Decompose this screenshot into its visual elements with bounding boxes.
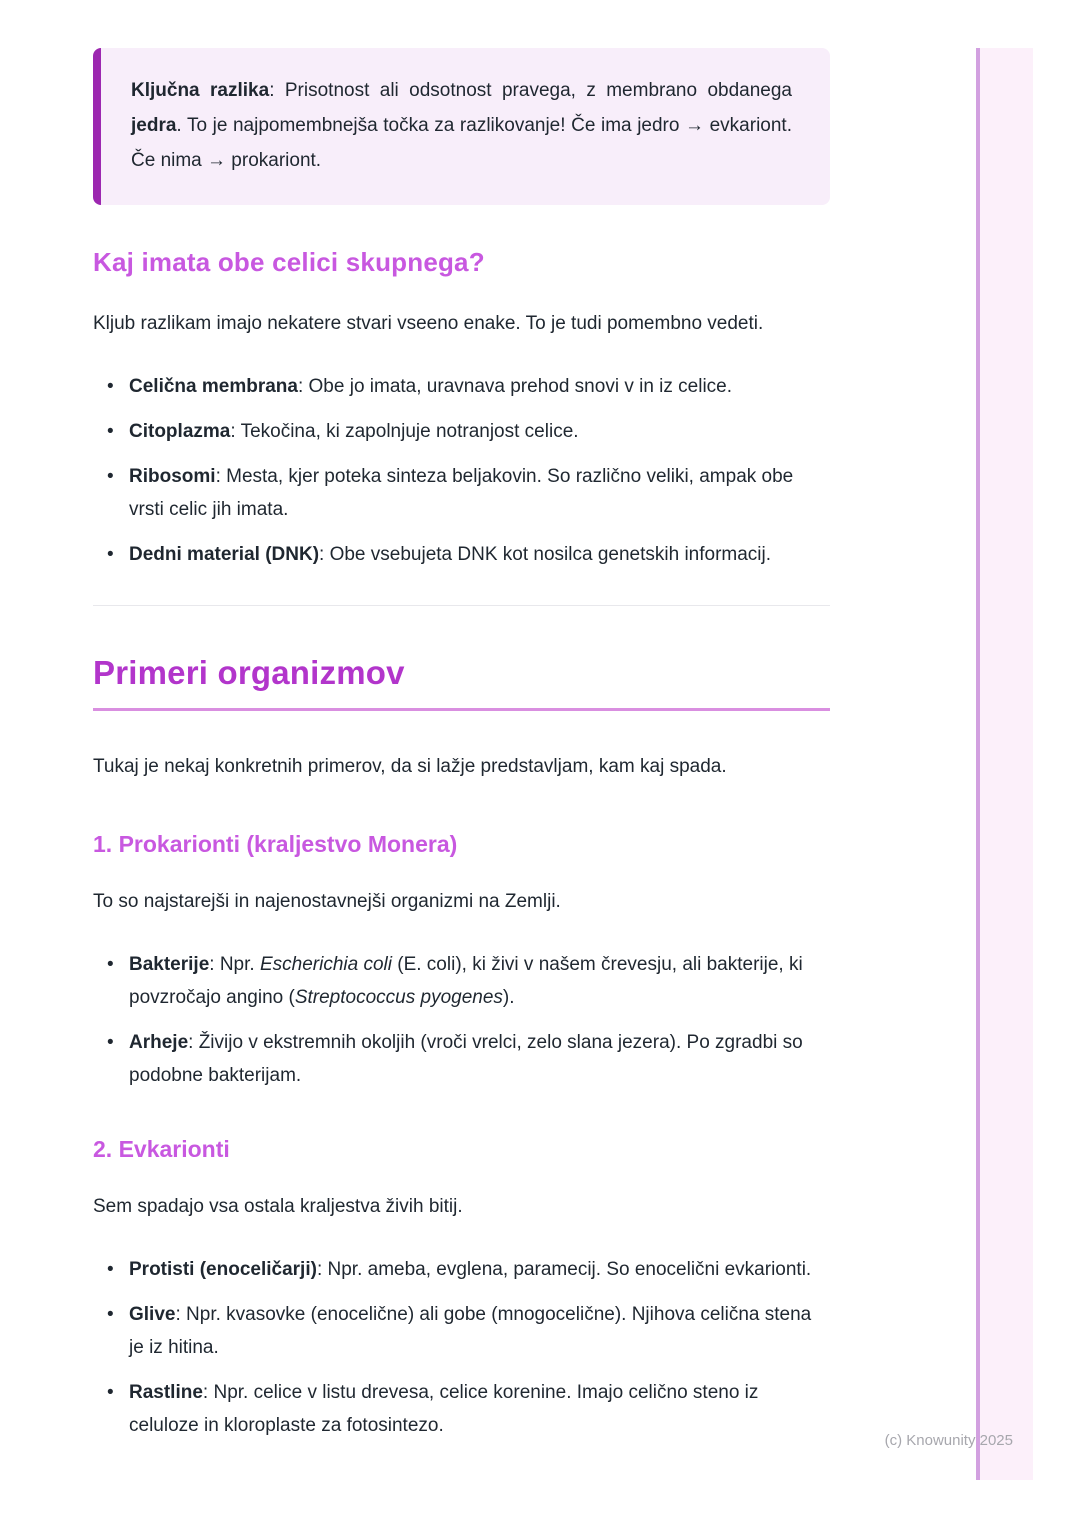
list-item-term: Dedni material (DNK) — [129, 543, 320, 565]
list-item-desc: : Npr. — [209, 953, 260, 975]
list-item-term: Celična membrana — [129, 375, 298, 397]
species-name-italic: Escherichia coli — [259, 953, 392, 975]
list-item-desc: : Obe vsebujeta DNK kot nosilca genetskih informacij. — [319, 543, 772, 565]
callout-text: jedra — [131, 114, 177, 136]
list-item-desc: : Npr. kvasovke (enocelične) ali gobe (mnogocelične). Njihova celična stena je iz hitina. — [129, 1303, 812, 1358]
list-item-term: Ribosomi — [129, 465, 216, 487]
list-item-term: Glive — [129, 1303, 176, 1325]
prokaryotes-intro: To so najstarejši in najenostavnejši organizmi na Zemlji. — [93, 890, 561, 912]
eukaryotes-list — [107, 1253, 830, 1442]
list-item-desc: : Tekočina, ki zapolnjuje notranjost celice. — [230, 420, 579, 442]
copyright-watermark: (c) Knowunity 2025 — [884, 1432, 1013, 1449]
section-common-intro: Kljub razlikam imajo nekatere stvari vseeno enake. To je tudi pomembno vedeti. — [93, 312, 764, 334]
species-name-italic: Streptococcus pyogenes — [294, 986, 503, 1008]
section-divider — [93, 605, 830, 606]
list-item — [107, 538, 830, 571]
list-item-term: Bakterije — [129, 953, 210, 975]
list-item-desc: : Mesta, kjer poteka sinteza beljakovin. So različno veliki, ampak obe vrsti celic jih imata. — [129, 465, 794, 520]
list-item — [107, 370, 830, 403]
common-features-list — [107, 370, 830, 571]
list-item-term: Citoplazma — [129, 420, 231, 442]
list-item — [107, 1026, 830, 1092]
list-item — [107, 1376, 830, 1442]
examples-intro: Tukaj je nekaj konkretnih primerov, da si lažje predstavljam, kam kaj spada. — [93, 755, 727, 777]
page-edge-decoration-bar — [976, 48, 1033, 1480]
eukaryotes-intro: Sem spadajo vsa ostala kraljestva živih bitij. — [93, 1195, 463, 1217]
list-item — [107, 948, 830, 1014]
list-item — [107, 1298, 830, 1364]
page-title-examples: Primeri organizmov — [93, 654, 830, 711]
list-item-term: Rastline — [129, 1381, 203, 1403]
list-item-desc: : Npr. celice v listu drevesa, celice korenine. Imajo celično steno iz celuloze in kloroplaste za fotosintezo. — [129, 1381, 759, 1437]
key-difference-callout — [93, 48, 830, 205]
list-item-desc: (E. coli), ki živi v našem črevesju, ali bakterije, ki povzročajo angino ( — [129, 953, 803, 1008]
list-item-term: Protisti (enoceličarji) — [129, 1258, 317, 1280]
callout-text: . To je najpomembnejša točka za razlikovanje! Če ima jedro → evkariont. Če nima → prokariont. — [131, 114, 792, 171]
list-item — [107, 460, 830, 526]
callout-text: Ključna razlika — [131, 80, 270, 101]
callout-text: : Prisotnost ali odsotnost pravega, z membrano obdanega — [269, 80, 792, 101]
list-item-term: Arheje — [129, 1031, 189, 1053]
document-page — [93, 0, 830, 1442]
list-item — [107, 415, 830, 448]
list-item-desc: : Obe jo imata, uravnava prehod snovi v in iz celice. — [297, 375, 733, 397]
prokaryotes-list — [107, 948, 830, 1092]
section-heading-common: Kaj imata obe celici skupnega? — [93, 246, 485, 277]
list-item-desc: : Živijo v ekstremnih okoljih (vroči vrelci, zelo slana jezera). Po zgradbi so podobne bakterijam. — [129, 1031, 803, 1086]
list-item — [107, 1253, 830, 1286]
subsection-heading-eukaryotes: 2. Evkarionti — [93, 1135, 230, 1162]
subsection-heading-prokaryotes: 1. Prokarionti (kraljestvo Monera) — [93, 830, 458, 857]
list-item-desc: : Npr. ameba, evglena, paramecij. So enocelični evkarionti. — [316, 1258, 812, 1280]
list-item-desc: ). — [502, 986, 515, 1008]
